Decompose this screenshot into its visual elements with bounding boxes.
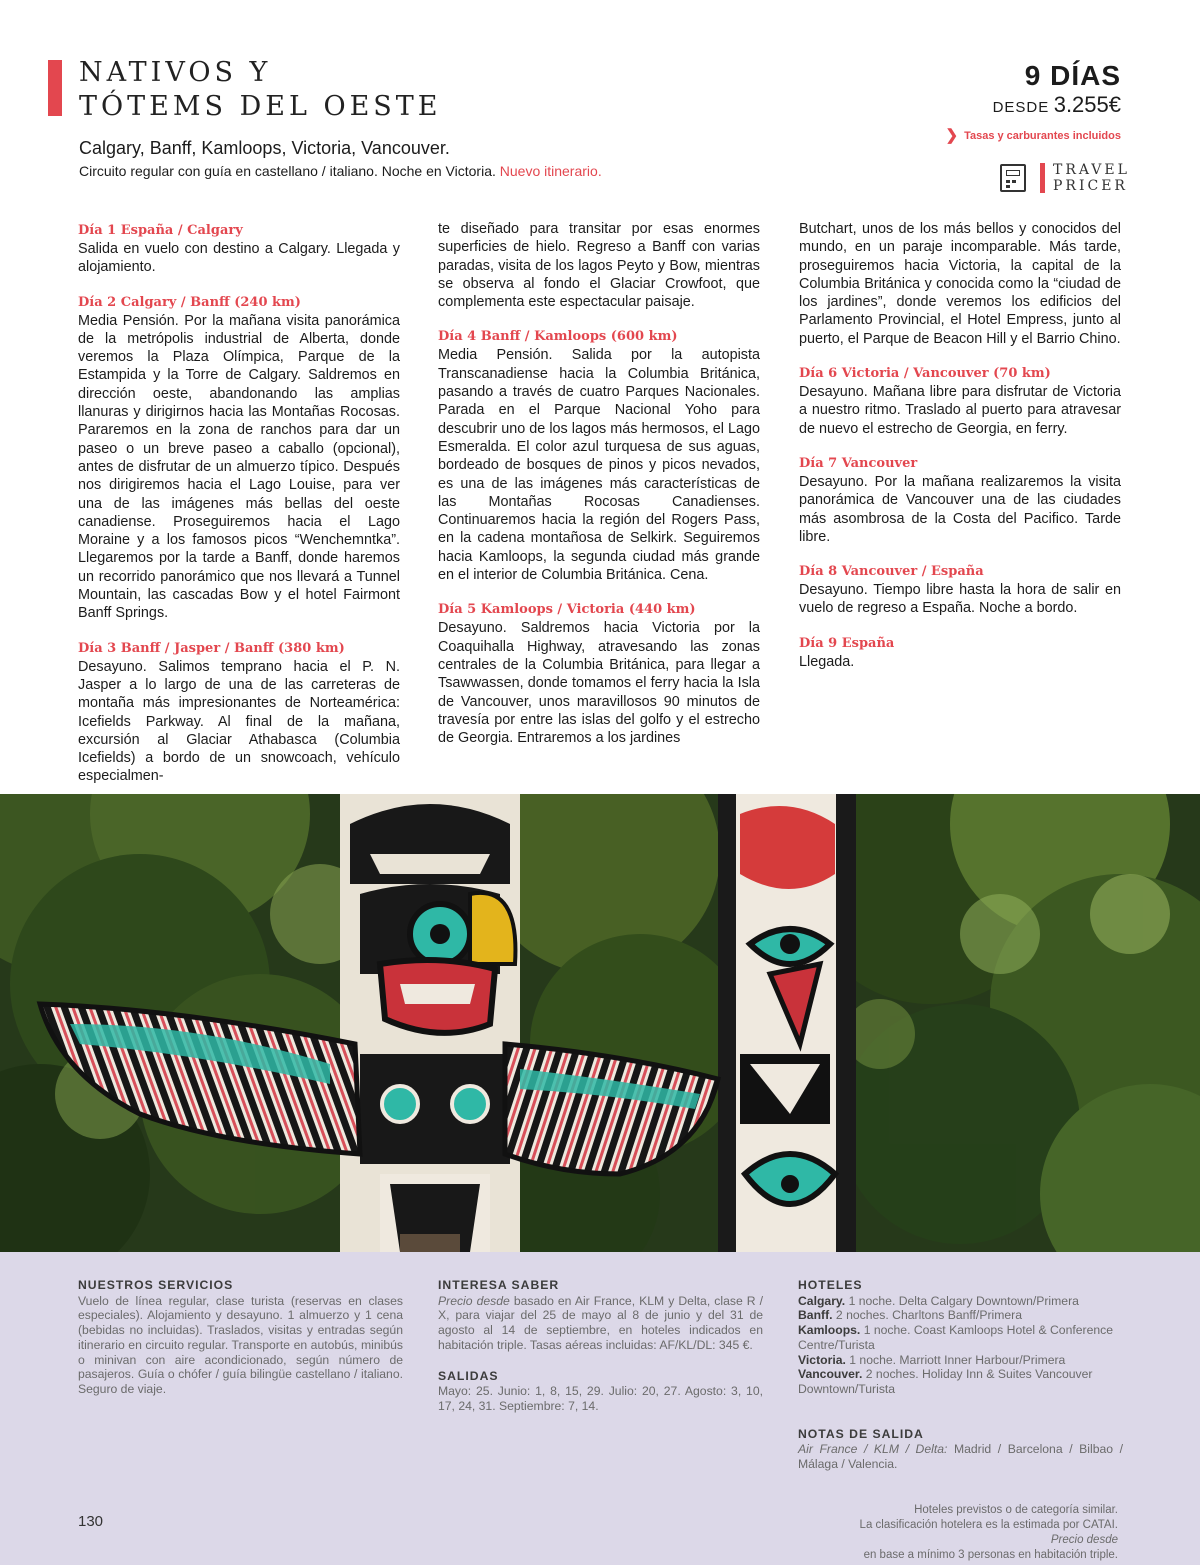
price-from-label: DESDE — [992, 99, 1050, 116]
info-text — [438, 1294, 763, 1353]
footer-note-line-2b: en base a mínimo 3 personas en habitación triple. — [863, 1549, 1118, 1561]
day-9-text: Llegada. — [799, 653, 855, 670]
day-8 — [799, 563, 1121, 618]
day-2-text: Media Pensión. Por la mañana visita panorámica de la metrópolis industrial de Alberta, donde veremos la Plaza Olímpica, Parque de la Estampida y la Torre de Calgary. Saldremos en dirección oeste, abandonando las amplias llanuras y dirigirnos hacia las Montañas Rocosas. Pararemos en la zona de ranchos para dar un paseo o un breve paseo a caballo (opcional), antes de disfrutar de un almuerzo típico. Después nos dirigiremos hacia el Lago Louise, para ver una de las imágenes más bellas del oeste canadiense. Proseguiremos hacia el Lago Moraine y a los famosos picos “Wenchemntka”. Llegaremos por la tarde a Banff, donde haremos un recorrido panorámico que nos llevará a Tunnel Mountain, las cascadas Bow y el hotel Fairmont Banff Springs. — [78, 312, 400, 622]
day-9-title: Día 9 España — [799, 635, 895, 651]
day-8-title: Día 8 Vancouver / España — [799, 564, 984, 580]
day-4-title: Día 4 Banff / Kamloops (600 km) — [438, 329, 678, 345]
day-1 — [78, 222, 400, 277]
hotel-detail: 2 noches. Holiday Inn & Suites Vancouver Downtown/Turista — [798, 1367, 1093, 1396]
hotels-heading: HOTELES — [798, 1278, 863, 1292]
travel-pricer-accent-bar — [1040, 163, 1045, 193]
day-3 — [78, 640, 400, 786]
day-5-text-part-2: Butchart, unos de los más bellos y conocidos del mundo, en un paraje incomparable. Más tarde, proseguiremos hacia Victoria, la capital de la Columbia Británica y conocida como la “ciudad de los jardines”, donde veremos los edificios del Parlamento Provincial, el Hotel Empress, junto al puerto, el Parque de Beacon Hill y el Barrio Chino. — [799, 221, 1121, 347]
day-6-text: Desayuno. Mañana libre para disfrutar de Victoria a nuestro ritmo. Traslado al puerto para atravesar de nuevo el estrecho de Georgia, en ferry. — [799, 384, 1121, 437]
itinerary-column-3 — [799, 220, 1121, 688]
day-2-title: Día 2 Calgary / Banff (240 km) — [78, 294, 301, 310]
page-title — [79, 56, 442, 124]
departure-notes-heading: NOTAS DE SALIDA — [798, 1426, 924, 1441]
footer-note-line-1: Hoteles previstos o de categoría similar. — [914, 1504, 1118, 1516]
day-3-text-part-1: Desayuno. Salimos temprano hacia el P. N. Jasper a lo largo de una de las carreteras de montaña más impresionantes de Norteamérica: Icefields Parkway. Al final de la mañana, excursión al Glaciar Athabasca (Columbia Icefields) a bordo de un snowcoach, vehículo especialmen- — [78, 658, 400, 785]
hotel-detail: 2 noches. Charltons Banff/Primera — [832, 1308, 1022, 1323]
day-4 — [438, 328, 760, 584]
hotel-city: Kamloops. — [798, 1323, 861, 1338]
taxes-included-note — [946, 126, 1122, 144]
travel-pricer-logo — [1053, 162, 1130, 194]
day-6-title: Día 6 Victoria / Vancouver (70 km) — [799, 366, 1051, 382]
services-section — [78, 1278, 403, 1397]
day-2 — [78, 294, 400, 623]
chevron-right-icon: ❯ — [945, 127, 959, 144]
hotel-city: Victoria. — [798, 1352, 846, 1367]
hotel-banff — [798, 1308, 1123, 1323]
title-accent-bar — [48, 60, 62, 116]
footer-note-line-2a: La clasificación hotelera es la estimada por CATAI. — [859, 1519, 1118, 1531]
intro-line — [79, 163, 602, 179]
info-section — [438, 1278, 763, 1414]
departure-notes-airlines: Air France / KLM / Delta: — [798, 1442, 948, 1457]
departure-notes-cities: Madrid / Barcelona / Bilbao / Málaga / Valencia. — [798, 1442, 1123, 1472]
day-5 — [438, 601, 760, 747]
services-text: Vuelo de línea regular, clase turista (reservas en clases especiales). Alojamiento y desayuno. 1 almuerzo y 1 cena (bebidas no incluidas). Traslados, visitas y entradas según itinerario en circuito regular. Transporte en autobús, minibús o minivan con aire acondicionado, según número de pasajeros. Guía o chófer / guía bilingüe castellano / italiano. Seguro de viaje. — [78, 1293, 403, 1396]
day-1-text: Salida en vuelo con destino a Calgary. Llegada y alojamiento. — [78, 241, 400, 276]
info-text-body: basado en Air France, KLM y Delta, clase R / X, para viajar del 25 de mayo al 8 de junio y del 31 de agosto al 14 de septiembre, en hoteles indicados en habitación triple. Tasas aéreas incluidas: AF/KL/DL: 345 €. — [438, 1293, 764, 1352]
day-8-text: Desayuno. Tiempo libre hasta la hora de salir en vuelo de regreso a España. Noche a bordo. — [799, 582, 1121, 617]
page-number: 130 — [78, 1513, 104, 1530]
itinerary-column-1 — [78, 220, 400, 803]
hotel-vancouver — [798, 1367, 1123, 1396]
hotel-detail: 1 noche. Delta Calgary Downtown/Primera — [845, 1293, 1079, 1308]
route-subtitle: Calgary, Banff, Kamloops, Victoria, Vancouver. — [79, 138, 450, 158]
day-3-text-part-2: te diseñado para transitar por esas enormes superficies de hielo. Regreso a Banff con varias paradas, visita de los lagos Peyto y Bow, mientras se observa al fondo el Glaciar Crowfoot, que complementa este espectacular paisaje. — [438, 221, 760, 311]
day-3-title: Día 3 Banff / Jasper / Banff (380 km) — [78, 640, 345, 656]
hotels-section — [798, 1278, 1123, 1472]
services-heading: NUESTROS SERVICIOS — [78, 1278, 234, 1292]
hotel-detail: 1 noche. Marriott Inner Harbour/Primera — [845, 1352, 1066, 1367]
day-3-continued — [438, 220, 760, 311]
footer-note — [860, 1503, 1118, 1563]
title-line-1: NATIVOS Y — [79, 57, 272, 88]
hotel-detail: 1 noche. Coast Kamloops Hotel & Conference Centre/Turista — [798, 1323, 1114, 1352]
travel-pricer-line-1: TRAVEL — [1053, 162, 1130, 178]
info-text-italic: Precio desde — [438, 1293, 510, 1308]
footer-note-line-2-italic: Precio desde — [1050, 1534, 1118, 1546]
hotel-city: Banff. — [798, 1308, 833, 1323]
hotel-kamloops — [798, 1323, 1123, 1352]
day-4-text: Media Pensión. Salida por la autopista Transcanadiense hacia la Columbia Británica, pasando a través de cuatro Parques Nacionales. Parada en el Parque Nacional Yoho para descubrir uno de los lagos más hermosos, el Lago Esmeralda. El color azul turquesa de sus aguas, bordeado de bosques de pinos y picos nevados, es una de las imágenes más características de las Montañas Rocosas Canadienses. Continuaremos hacia la región del Rogers Pass, en la cadena montañosa de Selkirk. Seguiremos hacia Kamloops, la segunda ciudad más grande en el interior de Columbia Británica. Cena. — [438, 347, 760, 584]
day-7 — [799, 455, 1121, 546]
title-line-2: TÓTEMS DEL OESTE — [79, 91, 442, 122]
calculator-icon — [1000, 164, 1026, 192]
taxes-text: Tasas y carburantes incluidos — [964, 130, 1121, 142]
price-value: 3.255€ — [1053, 92, 1121, 117]
itinerary-column-2 — [438, 220, 760, 764]
day-7-text: Desayuno. Por la mañana realizaremos la visita panorámica de Vancouver una de las ciudades más asombrosa de la Costa del Pacifico. Tarde libre. — [799, 473, 1121, 545]
intro-highlight: Nuevo itinerario. — [499, 163, 602, 179]
day-1-title: Día 1 España / Calgary — [78, 223, 243, 238]
day-5-continued — [799, 220, 1121, 348]
day-9 — [799, 635, 1121, 671]
day-5-title: Día 5 Kamloops / Victoria (440 km) — [438, 602, 696, 618]
day-5-text-part-1: Desayuno. Saldremos hacia Victoria por la Coaquihalla Highway, atravesando las zonas centrales de la Columbia Británica, para llegar a Tsawwassen, donde tomamos el ferry hacia la Isla de Vancouver, unos maravillosos 90 minutos de travesía por entre las islas del golfo y el estrecho de Georgia. Entraremos a los jardines — [438, 620, 760, 747]
footer-note-line-2 — [860, 1518, 1118, 1563]
day-7-title: Día 7 Vancouver — [799, 455, 918, 471]
day-6 — [799, 365, 1121, 438]
departure-notes-text — [798, 1442, 1123, 1471]
hotel-calgary — [798, 1294, 1123, 1309]
hotel-victoria — [798, 1353, 1123, 1368]
info-heading: INTERESA SABER — [438, 1278, 560, 1292]
departures-heading: SALIDAS — [438, 1368, 499, 1383]
totem-poles-photo — [0, 794, 1200, 1252]
hotel-city: Vancouver. — [798, 1367, 863, 1382]
travel-pricer-line-2: PRICER — [1053, 178, 1128, 194]
duration-label: 9 DÍAS — [1024, 60, 1121, 91]
hotel-city: Calgary. — [798, 1293, 846, 1308]
price-line — [993, 92, 1121, 118]
intro-text: Circuito regular con guía en castellano / italiano. Noche en Victoria. — [79, 163, 496, 179]
departures-text: Mayo: 25. Junio: 1, 8, 15, 29. Julio: 20, 27. Agosto: 3, 10, 17, 24, 31. Septiembre: 7, 14. — [438, 1384, 763, 1413]
footer-panel — [0, 1252, 1200, 1565]
